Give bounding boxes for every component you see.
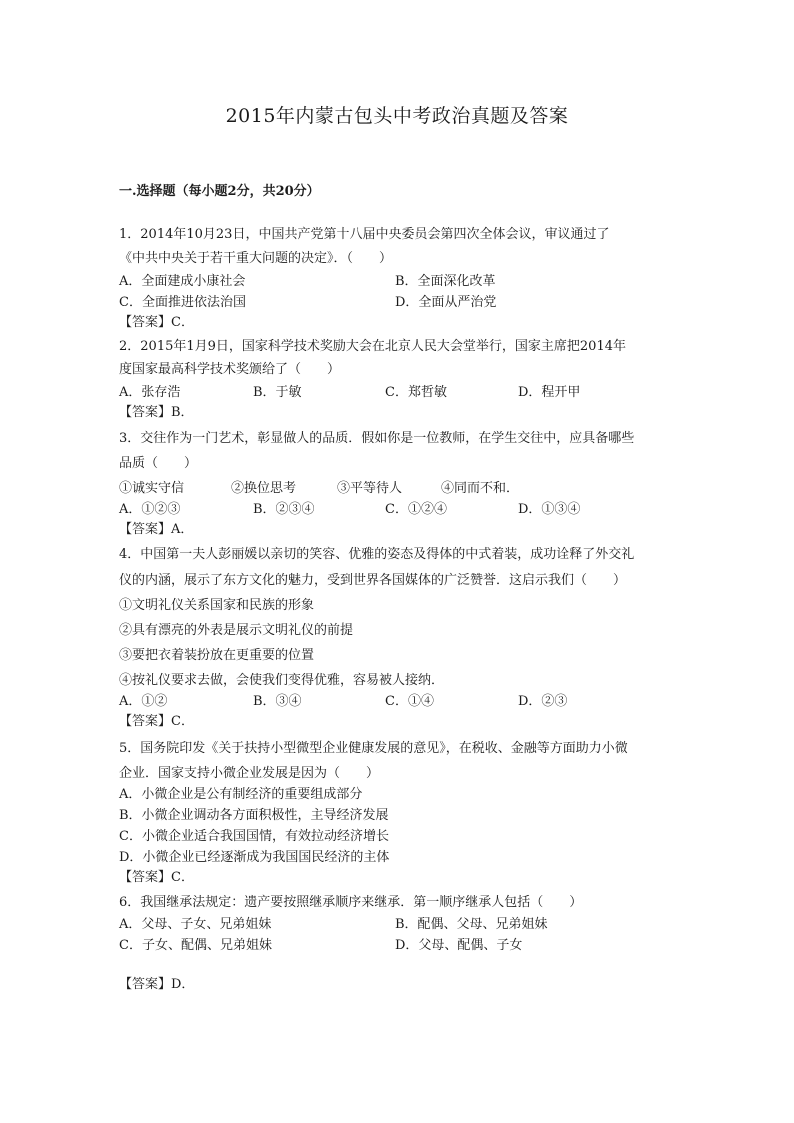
section-heading: 一.选择题（每小题2分，共20分） <box>119 184 320 199</box>
q5-stem-line1: 5．国务院印发《关于扶持小型微型企业健康发展的意见》，在税收、金融等方面助力小微 <box>119 741 628 756</box>
q2-stem-line1: 2．2015年1月9日，国家科学技术奖励大会在北京人民大会堂举行，国家主席把2014年 <box>119 339 626 354</box>
q4-option-b: B．③④ <box>253 694 302 709</box>
q4-statement-3: ③要把衣着装扮放在更重要的位置 <box>119 648 315 663</box>
q4-stem-line1: 4．中国第一夫人彭丽媛以亲切的笑容、优雅的姿态及得体的中式着装，成功诠释了外交礼 <box>119 547 635 562</box>
page-title: 2015年内蒙古包头中考政治真题及答案 <box>225 105 569 127</box>
q6-stem-line1: 6．我国继承法规定：遗产要按照继承顺序来继承．第一顺序继承人包括（ ） <box>119 895 583 910</box>
q1-stem-line1: 1．2014年10月23日，中国共产党第十八届中央委员会第四次全体会议，审议通过了 <box>119 227 610 242</box>
q3-statement-4: ④同而不和． <box>441 481 520 496</box>
q4-statement-2: ②具有漂亮的外表是展示文明礼仪的前提 <box>119 623 354 638</box>
q3-stem-line2: 品质（ ） <box>119 456 198 471</box>
q3-option-c: C．①②④ <box>385 502 447 517</box>
q4-statement-4: ④按礼仪要求去做，会使我们变得优雅，容易被人接纳． <box>119 673 445 688</box>
q1-option-b: B．全面深化改革 <box>395 274 496 289</box>
q3-statement-2: ②换位思考 <box>231 481 297 496</box>
q5-option-c: C．小微企业适合我国国情，有效拉动经济增长 <box>119 829 389 844</box>
q1-stem-line2: 《中共中央关于若干重大问题的决定》．（ ） <box>119 251 393 266</box>
q6-answer: 【答案】D． <box>119 977 195 992</box>
q4-statement-1: ①文明礼仪关系国家和民族的形象 <box>119 598 315 613</box>
q1-option-c: C．全面推进依法治国 <box>119 295 246 310</box>
q3-statement-3: ③平等待人 <box>337 481 403 496</box>
q3-stem-line1: 3．交往作为一门艺术，彰显做人的品质．假如你是一位教师，在学生交往中，应具备哪些 <box>119 431 635 446</box>
q4-option-d: D．②③ <box>518 694 568 709</box>
q4-stem-line2: 仪的内涵，展示了东方文化的魅力，受到世界各国媒体的广泛赞誉．这启示我们（ ） <box>119 573 627 588</box>
q3-option-b: B．②③④ <box>253 502 315 517</box>
q3-statement-1: ①诚实守信 <box>119 481 185 496</box>
q3-option-a: A．①②③ <box>119 502 181 517</box>
q2-option-a: A．张存浩 <box>119 385 181 400</box>
q1-answer: 【答案】C． <box>119 315 194 330</box>
q2-stem-line2: 度国家最高科学技术奖颁给了（ ） <box>119 362 341 377</box>
q6-option-a: A．父母、子女、兄弟姐妹 <box>119 917 272 932</box>
q3-option-d: D．①③④ <box>518 502 581 517</box>
q5-option-b: B．小微企业调动各方面积极性，主导经济发展 <box>119 808 389 823</box>
q6-option-b: B．配偶、父母、兄弟姐妹 <box>395 917 548 932</box>
q5-stem-line2: 企业．国家支持小微企业发展是因为（ ） <box>119 766 380 781</box>
q6-option-c: C．子女、配偶、兄弟姐妹 <box>119 938 272 953</box>
q2-option-b: B．于敏 <box>253 385 302 400</box>
q4-answer: 【答案】C． <box>119 714 194 729</box>
q2-option-c: C．郑哲敏 <box>385 385 447 400</box>
q2-answer: 【答案】B． <box>119 405 194 420</box>
q1-option-d: D．全面从严治党 <box>395 295 497 310</box>
q4-option-c: C．①④ <box>385 694 434 709</box>
q2-option-d: D．程开甲 <box>518 385 581 400</box>
q6-option-d: D．父母、配偶、子女 <box>395 938 523 953</box>
q5-option-d: D．小微企业已经逐渐成为我国国民经济的主体 <box>119 850 390 865</box>
q5-option-a: A．小微企业是公有制经济的重要组成部分 <box>119 787 363 802</box>
q3-answer: 【答案】A． <box>119 522 194 537</box>
q5-answer: 【答案】C． <box>119 870 194 885</box>
q1-option-a: A．全面建成小康社会 <box>119 274 246 289</box>
q4-option-a: A．①② <box>119 694 168 709</box>
